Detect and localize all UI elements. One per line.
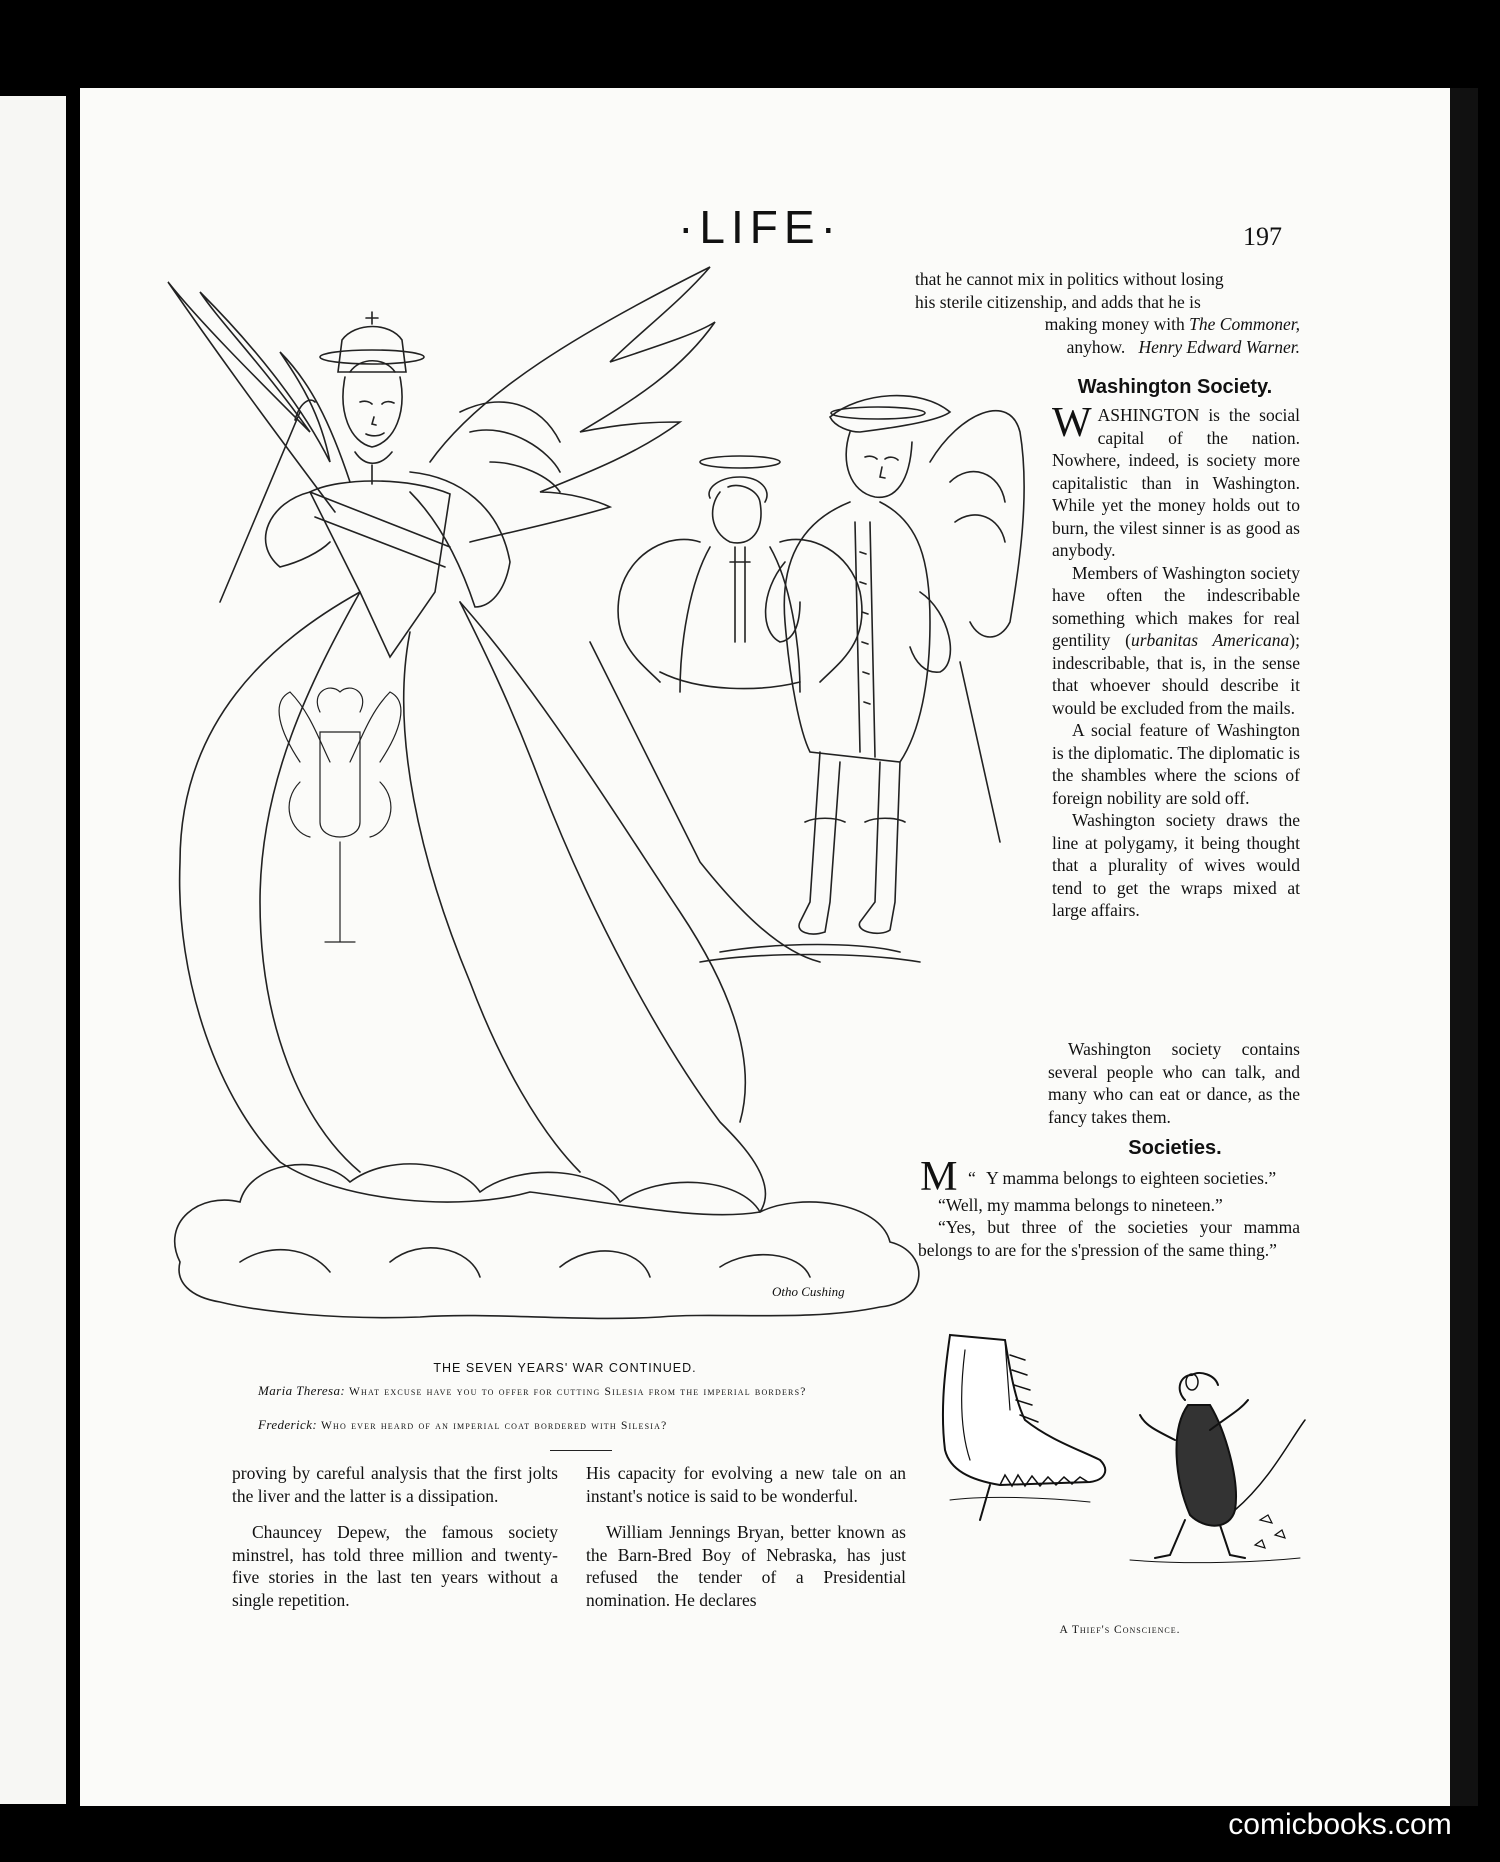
- continuation-last-line: anyhow.: [1066, 336, 1126, 357]
- washington-p5: Washington society contains several people who can talk, and many who can eat or dance, as the fancy takes them.: [1048, 1039, 1300, 1127]
- frederick-figure: [766, 396, 1025, 934]
- queen-skirt: [180, 592, 766, 1215]
- cheese-crumbs: [1255, 1515, 1285, 1548]
- king-tricorn-hat: [830, 396, 950, 432]
- attendant-figure: [590, 477, 862, 962]
- illustrator-signature: Otho Cushing: [772, 1284, 845, 1299]
- halo-queen: [320, 350, 424, 364]
- king-head: [846, 432, 912, 497]
- washington-p2-a: Members of Washington society have often the indescribable something which makes for real gentility (: [1052, 562, 1300, 650]
- queen-necklace: [355, 452, 392, 484]
- societies-p1: Y mamma belongs to eighteen societies.”: [986, 1168, 1277, 1188]
- societies-p3: “Yes, but three of the societies your mamma belongs to are for the s'pression of the same thing.”: [918, 1217, 1300, 1260]
- speaker-frederick: Frederick:: [258, 1417, 318, 1432]
- boot: [943, 1335, 1105, 1485]
- dropcap-w: W: [1052, 400, 1092, 446]
- societies-open-quote: “: [968, 1168, 976, 1188]
- previous-page-edge: [0, 96, 66, 1804]
- queen-train: [460, 602, 745, 1122]
- page-binding-edge: [1450, 88, 1478, 1806]
- king-sword: [960, 662, 1000, 842]
- small-illustration-caption: A Thief's Conscience.: [1059, 1624, 1181, 1636]
- masthead-title: ·LIFE·: [678, 201, 842, 253]
- halo-attendant: [700, 456, 780, 468]
- bottom-col1-p2: Chauncey Depew, the famous society minstrel, has told three million and twenty-five stories in the last ten years without a single repetition.: [232, 1522, 558, 1610]
- seven-years-war-illustration: [160, 262, 1000, 1322]
- site-watermark: comicbooks.com: [1228, 1808, 1452, 1841]
- washington-p2-italic: urbanitas Americana: [1130, 630, 1290, 650]
- bottom-col2-p1: His capacity for evolving a new tale on an instant's notice is said to be wonderful.: [586, 1463, 906, 1506]
- bottom-column-1: [232, 1462, 558, 1611]
- halo-king: [831, 407, 925, 419]
- bottom-col2-p2: William Jennings Bryan, better known as the Barn-Bred Boy of Nebraska, has just refused the tender of a Presidential nomination. He declares: [586, 1522, 906, 1610]
- queen-right-wing: [430, 267, 715, 542]
- page-number: 197: [1243, 222, 1282, 251]
- continuation-line-1: that he cannot mix in politics without losing: [915, 269, 1224, 289]
- queen-sleeve-left: [266, 492, 330, 567]
- main-caption-line-1: [230, 1382, 910, 1401]
- imperial-eagle-crest: [279, 688, 401, 942]
- washington-society-article: [1052, 400, 1300, 922]
- mouse-tail: [1235, 1420, 1305, 1510]
- continuation-line-2: his sterile citizenship, and adds that he is: [915, 291, 1201, 312]
- queen-sceptre: [220, 400, 315, 602]
- bottom-column-2: [586, 1462, 906, 1611]
- washington-p3: A social feature of Washington is the diplomatic. The diplomatic is the shambles where the scions of foreign nobility are sold off.: [1052, 720, 1300, 808]
- speaker-maria-theresa: Maria Theresa:: [258, 1383, 346, 1398]
- line-frederick: Who ever heard of an imperial coat bordered with Silesia?: [320, 1420, 668, 1432]
- article-author: Henry Edward Warner.: [1138, 336, 1300, 357]
- mouse: [1140, 1373, 1305, 1558]
- continuation-line-3: making money with: [1044, 314, 1190, 334]
- line-maria-theresa: What excuse have you to offer for cutting Silesia from the imperial borders?: [348, 1386, 807, 1398]
- publication-name: The Commoner,: [1189, 314, 1300, 334]
- societies-article: “ M Y mamma belongs to eighteen societies.” “Well, my mamma belongs to nineteen.” “Yes, but three of the societies your mamma belongs to are for the s'pression of the same thing.”: [918, 1154, 1300, 1260]
- societies-heading: Societies.: [1128, 1137, 1222, 1159]
- bottom-col1-p1: proving by careful analysis that the first jolts the liver and the latter is a dissipation.: [232, 1463, 558, 1506]
- washington-p4: Washington society draws the line at polygamy, it being thought that a plurality of wives would tend to get the wraps mixed at large affairs.: [1052, 810, 1300, 920]
- washington-p2-b: ); indescribable, that is, in the sense that whoever should describe it would be excluded from the mails.: [1052, 630, 1300, 718]
- queen-ermine-cape: [410, 472, 510, 607]
- boot-and-mouse-illustration: [930, 1330, 1320, 1590]
- king-boots: [799, 752, 900, 934]
- queen-left-wing: [168, 282, 350, 512]
- caption-rule: [550, 1450, 612, 1451]
- main-caption-line-2: [230, 1416, 910, 1435]
- main-caption-title: THE SEVEN YEARS' WAR CONTINUED.: [433, 1361, 697, 1375]
- societies-p2: “Well, my mamma belongs to nineteen.”: [938, 1194, 1223, 1215]
- washington-society-heading: Washington Society.: [1077, 376, 1273, 398]
- washington-p1: ASHINGTON is the social capital of the nation. Nowhere, indeed, is society more capitalistic than in Washington. While yet the money holds out to burn, the vilest sinner is as good as anybody.: [1052, 405, 1300, 560]
